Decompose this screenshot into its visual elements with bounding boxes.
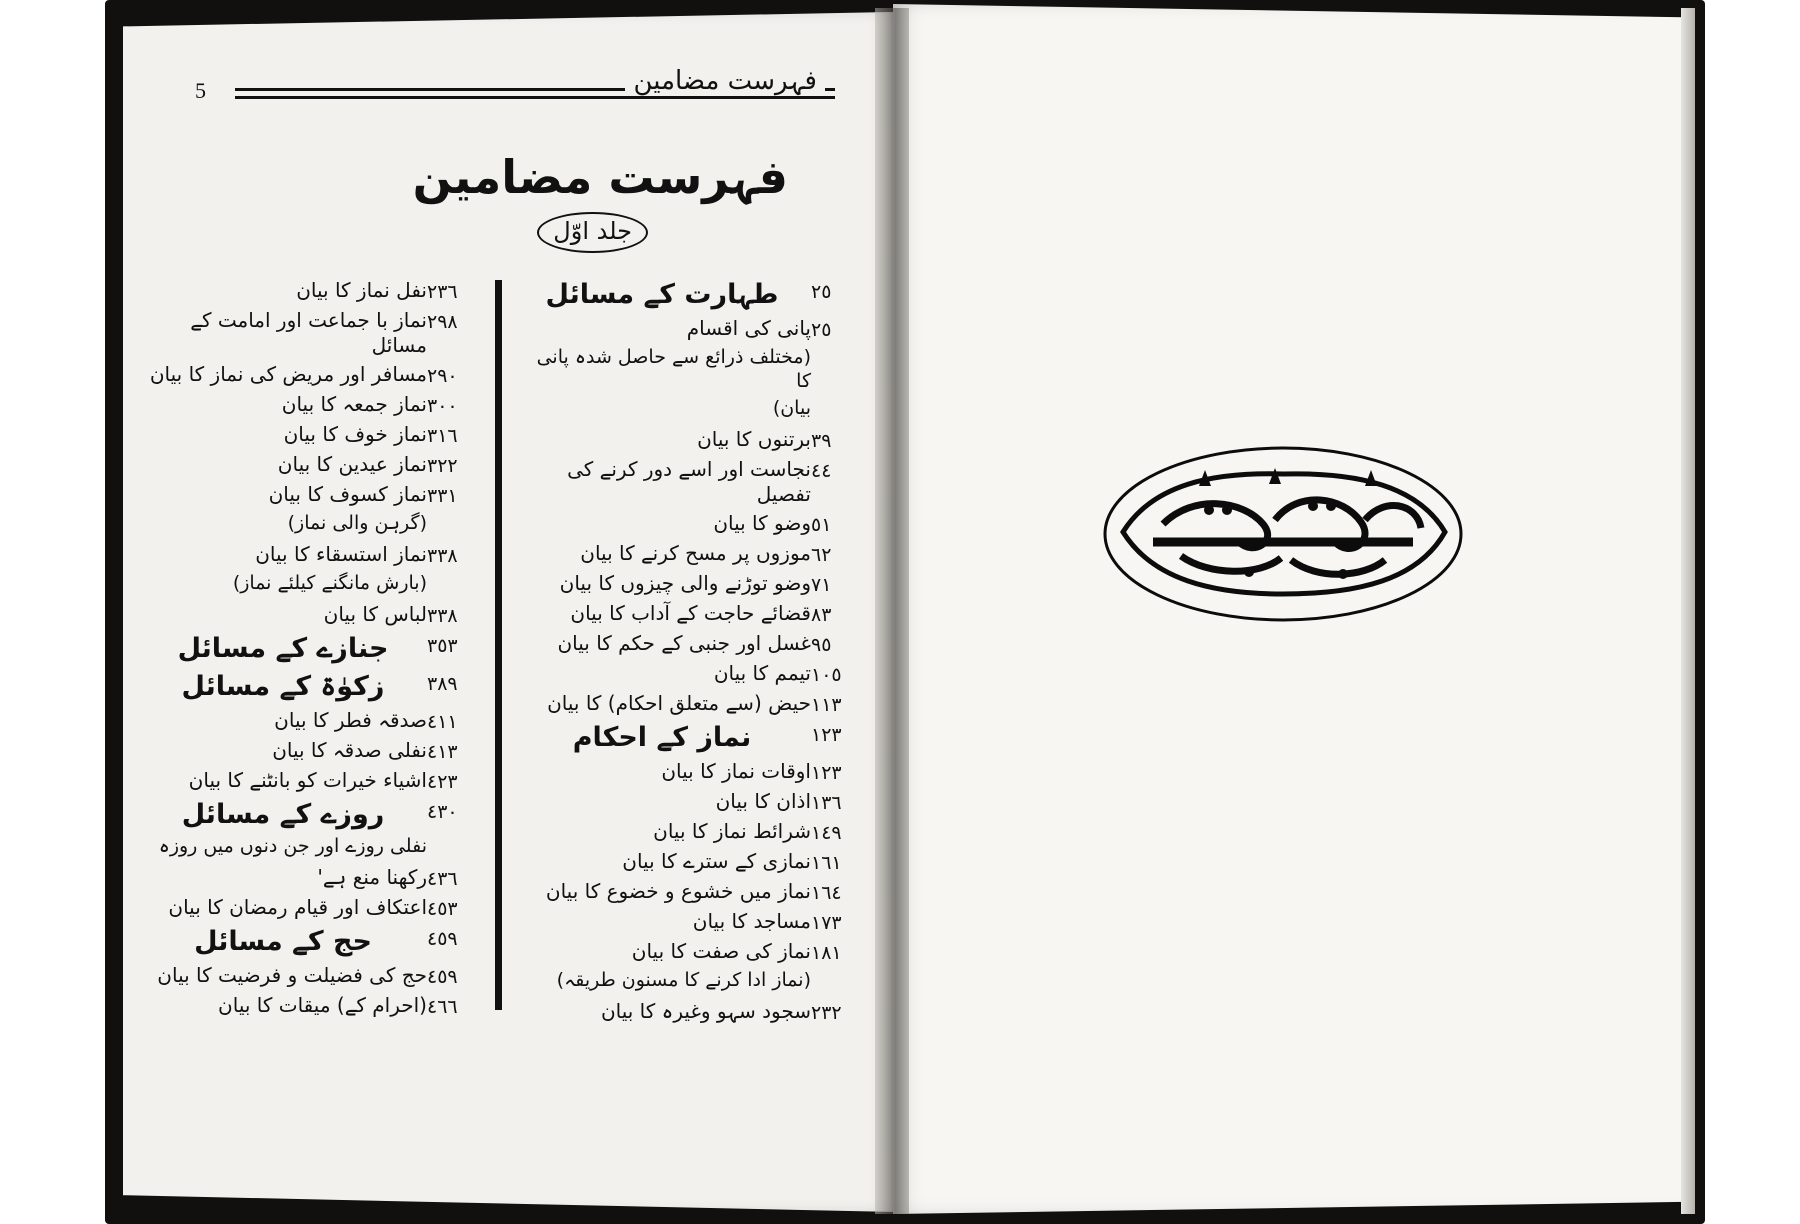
toc-entry-label: حیض (سے متعلق احکام) کا بیان — [547, 691, 811, 716]
toc-section-row[interactable] — [149, 925, 479, 959]
toc-entry-label: نماز کی صفت کا بیان — [631, 939, 811, 963]
toc-page-number: ١٢٣ — [811, 724, 842, 747]
toc-entry-label: اذان کا بیان — [715, 789, 811, 813]
toc-page-number: ٤٦٦ — [427, 996, 458, 1018]
toc-entry-row[interactable] — [149, 963, 479, 989]
toc-entry-row[interactable] — [523, 631, 863, 657]
toc-entry-label: حج کے مسائل — [194, 926, 372, 958]
toc-page-number: ٢٣٢ — [811, 1002, 842, 1024]
toc-entry-label: مسافر اور مریض کی نماز کا بیان — [149, 362, 427, 386]
toc-entry-row[interactable] — [523, 427, 863, 453]
toc-page-number: ٤٢٣ — [427, 770, 458, 793]
toc-entry-row[interactable] — [523, 819, 863, 845]
toc-page-number: ٣٣١ — [427, 485, 458, 507]
toc-entry-row[interactable] — [149, 362, 479, 388]
toc-entry-row[interactable] — [523, 789, 863, 815]
toc-entry-label: اوقات نماز کا بیان — [661, 759, 811, 783]
toc-entry-label: (گرہن والی نماز) — [287, 512, 427, 534]
toc-column-right — [523, 278, 863, 1029]
toc-entry-label: وضو کا بیان — [713, 511, 811, 536]
toc-page-number: ١٨١ — [811, 942, 842, 964]
toc-entry-label: نماز عیدین کا بیان — [277, 452, 427, 476]
volume-badge: جلد اوّل — [537, 212, 648, 253]
toc-entry-row[interactable] — [523, 999, 863, 1025]
toc-page-number: ٣٨٩ — [427, 672, 458, 695]
toc-entry-label: طہارت کے مسائل — [545, 279, 779, 310]
toc-page-number: ١٦٤ — [811, 882, 842, 904]
toc-entry-label: پانی کی اقسام — [686, 315, 811, 340]
toc-entry-row[interactable] — [149, 835, 479, 861]
toc-page-number: ١٣٦ — [811, 792, 842, 814]
toc-entry-label: نماز میں خشوع و خضوع کا بیان — [545, 879, 811, 903]
toc-entry-row[interactable] — [523, 691, 863, 717]
toc-entry-label: (بارش مانگنے کیلئے نماز) — [232, 572, 427, 594]
toc-entry-label: سجود سہو وغیرہ کا بیان — [600, 999, 811, 1023]
toc-entry-label: حج کی فضیلت و فرضیت کا بیان — [157, 963, 427, 987]
toc-entry-label: (مختلف ذرائع سے حاصل شدہ پانی کا — [536, 345, 811, 392]
toc-entry-row[interactable] — [523, 316, 863, 342]
toc-entry-label: رکھنا منع ہے' — [317, 865, 427, 890]
toc-entry-label: نماز کے احکام — [572, 722, 752, 754]
toc-page-number: ٢٥ — [811, 318, 832, 341]
toc-entry-label: نماز خوف کا بیان — [283, 422, 427, 446]
toc-entry-row[interactable] — [149, 452, 479, 478]
toc-entry-row[interactable] — [523, 541, 863, 567]
toc-entry-label: تیمم کا بیان — [713, 661, 811, 686]
toc-entry-row[interactable] — [149, 865, 479, 891]
toc-page-number: ٣٠٠ — [427, 395, 458, 417]
toc-page-number: ٤٣٦ — [427, 868, 458, 891]
toc-entry-row[interactable] — [523, 879, 863, 905]
toc-entry-row[interactable] — [523, 759, 863, 785]
toc-page-number: ٤٥٩ — [427, 966, 458, 988]
toc-entry-label: بیان) — [772, 397, 811, 420]
toc-entry-row[interactable] — [523, 601, 863, 627]
toc-entry-row[interactable] — [523, 346, 863, 394]
toc-entry-row[interactable] — [149, 738, 479, 764]
toc-entry-row[interactable] — [523, 661, 863, 687]
toc-column-left — [149, 278, 479, 1023]
toc-entry-label: اشیاء خیرات کو بانٹنے کا بیان — [188, 767, 427, 792]
toc-entry-label: نماز کسوف کا بیان — [268, 482, 427, 506]
page-title: فہرست مضامین — [412, 150, 788, 204]
toc-entry-row[interactable] — [149, 512, 479, 538]
calligraphy-page — [893, 4, 1683, 1214]
page-edge — [1681, 8, 1695, 1214]
toc-page-number: ١٢٣ — [811, 762, 842, 784]
toc-entry-label: روزے کے مسائل — [181, 798, 385, 830]
toc-entry-row[interactable] — [523, 849, 863, 875]
toc-entry-label: جنازے کے مسائل — [177, 633, 389, 664]
toc-entry-row[interactable] — [149, 422, 479, 448]
toc-entry-row[interactable] — [149, 278, 479, 304]
toc-entry-row[interactable] — [149, 708, 479, 734]
toc-page-number: ٥١ — [811, 514, 832, 537]
toc-page-number: ٤١١ — [427, 710, 458, 733]
toc-entry-label: نفلی صدقہ کا بیان — [272, 737, 427, 762]
toc-entry-label: نمازی کے سترے کا بیان — [622, 849, 811, 873]
toc-page-number: ١١٣ — [811, 694, 842, 717]
toc-entry-label: اعتکاف اور قیام رمضان کا بیان — [168, 895, 427, 920]
toc-entry-label: صدقہ فطر کا بیان — [274, 707, 427, 732]
toc-entry-row[interactable] — [523, 939, 863, 965]
toc-entry-row[interactable] — [523, 571, 863, 597]
toc-page-number: ٣٢٢ — [427, 455, 458, 477]
toc-section-row[interactable] — [149, 798, 479, 832]
toc-entry-label: (احرام کے) میقات کا بیان — [218, 993, 427, 1017]
toc-entry-label: نماز استسقاء کا بیان — [255, 542, 427, 566]
toc-entry-label: زکوٰۃ کے مسائل — [181, 670, 385, 702]
toc-entry-label: لباس کا بیان — [323, 602, 427, 626]
toc-page-number: ٢٣٦ — [427, 281, 458, 303]
toc-page-number: ٤٤ — [811, 460, 832, 483]
toc-entry-row[interactable] — [523, 511, 863, 537]
toc-entry-label: (نماز ادا کرنے کا مسنون طریقہ) — [556, 969, 811, 991]
toc-section-row[interactable] — [523, 721, 863, 755]
toc-entry-row[interactable] — [149, 308, 479, 358]
toc-page-number: ٣٣٨ — [427, 545, 458, 567]
toc-section-row[interactable] — [523, 278, 863, 312]
toc-entry-row[interactable] — [149, 602, 479, 628]
toc-page-number: ١٤٩ — [811, 822, 842, 844]
toc-page-number: ٢٥ — [811, 281, 832, 303]
toc-entry-label: برتنوں کا بیان — [697, 427, 811, 452]
toc-page-number: ٣٩ — [811, 430, 832, 453]
toc-page-number: ٣٥٣ — [427, 635, 458, 657]
toc-entry-label: مساجد کا بیان — [692, 909, 811, 933]
toc-page-number: ٨٣ — [811, 604, 832, 627]
toc-entry-label: غسل اور جنبی کے حکم کا بیان — [557, 631, 811, 656]
toc-entry-label: نفل نماز کا بیان — [296, 278, 427, 302]
book — [105, 0, 1705, 1224]
toc-section-row[interactable] — [149, 670, 479, 704]
toc-entry-label: نفلی روزے اور جن دنوں میں روزہ — [158, 835, 427, 858]
toc-entry-row[interactable] — [523, 397, 863, 423]
toc-entry-label: نماز با جماعت اور امامت کے مسائل — [190, 308, 427, 357]
toc-page-number: ٤٥٩ — [427, 928, 458, 951]
toc-entry-row[interactable] — [523, 969, 863, 995]
toc-entry-label: شرائط نماز کا بیان — [653, 819, 811, 843]
running-title: فہرست مضامین — [625, 66, 825, 96]
basmala-calligraphy — [1013, 424, 1553, 644]
toc-entry-label: نجاست اور اسے دور کرنے کی تفصیل — [567, 457, 811, 507]
toc-entry-row[interactable] — [149, 572, 479, 598]
toc-page-number: ١٦١ — [811, 852, 842, 874]
page-header — [195, 66, 835, 110]
toc-entry-row[interactable] — [149, 542, 479, 568]
toc-page-number: ٤٥٣ — [427, 898, 458, 921]
toc-page-number: ٢٩٨ — [427, 311, 458, 333]
toc-entry-row[interactable] — [149, 895, 479, 921]
toc-entry-row[interactable] — [149, 768, 479, 794]
toc-page-number: ٢٩٠ — [427, 365, 458, 387]
toc-page-number: ٧١ — [811, 574, 832, 597]
toc-entry-row[interactable] — [149, 993, 479, 1019]
toc-entry-row[interactable] — [523, 909, 863, 935]
page-number: 5 — [195, 78, 206, 103]
toc-page-number: ٣١٦ — [427, 425, 458, 447]
column-divider — [495, 280, 502, 1010]
toc-page-number: ٩٥ — [811, 634, 832, 657]
toc-entry-label: قضائے حاجت کے آداب کا بیان — [570, 601, 811, 626]
toc-section-row[interactable] — [149, 632, 479, 666]
toc-entry-label: نماز جمعہ کا بیان — [281, 392, 427, 416]
toc-page-number: ٦٢ — [811, 544, 832, 567]
toc-page-number: ٤٣٠ — [427, 800, 458, 823]
toc-entry-label: موزوں پر مسح کرنے کا بیان — [580, 541, 811, 566]
toc-page-number: ١٧٣ — [811, 912, 842, 934]
toc-page-number: ١٠٥ — [811, 664, 842, 687]
toc-entry-row[interactable] — [149, 392, 479, 418]
toc-page-number: ٤١٣ — [427, 740, 458, 763]
toc-entry-row[interactable] — [149, 482, 479, 508]
toc-entry-row[interactable] — [523, 457, 863, 507]
toc-entry-label: وضو توڑنے والی چیزوں کا بیان — [559, 571, 811, 596]
table-of-contents-page — [123, 12, 893, 1212]
toc-page-number: ٣٣٨ — [427, 605, 458, 627]
